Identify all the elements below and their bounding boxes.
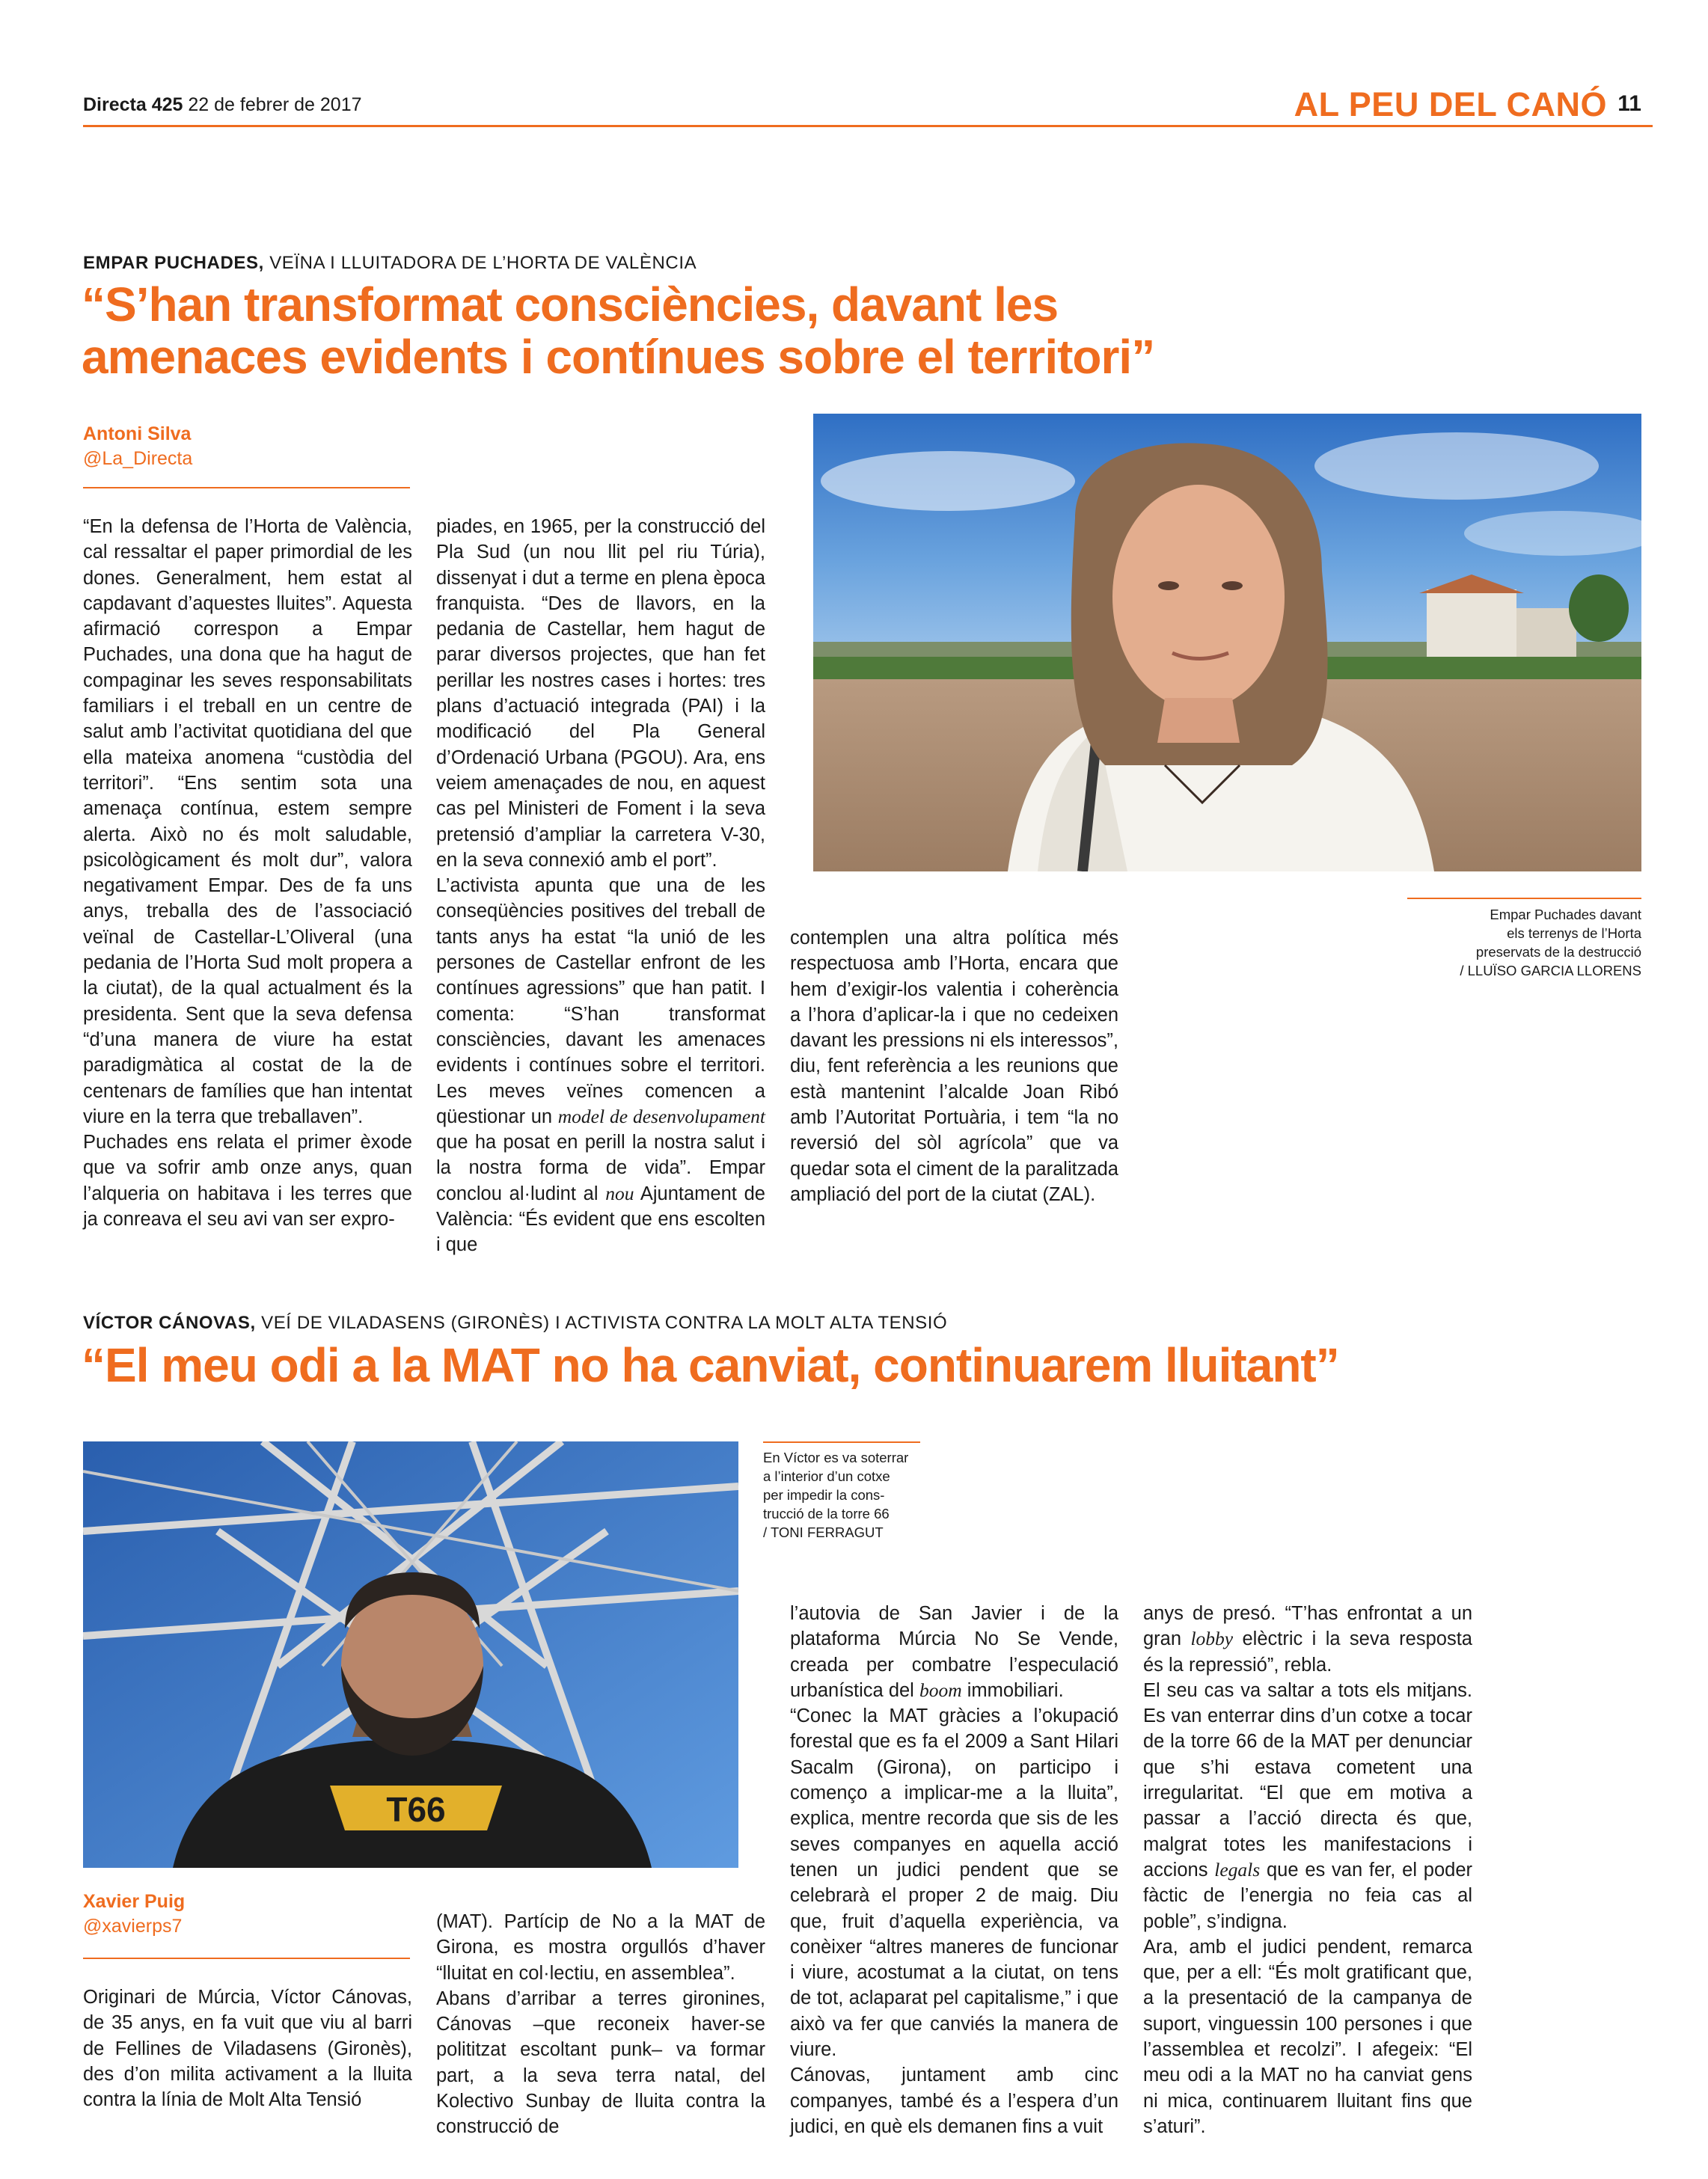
article2-col2-paragraph2: Abans d’arribar a terres gironines, Cánovas –que reconeix haver-se polititzat escoltant punk– va formar part, a la seva terra natal, del Kolectivo Sunbay de lluita contra la construcció de (436, 1988, 765, 2138)
article2-col4-text-d: que es van fer, el poder fàctic de l’energia no feia cas al poble”, s’indigna. (1143, 1859, 1472, 1932)
article1-col2-emphasis2: nou (605, 1182, 634, 1204)
article2-kicker-name: VÍCTOR CÁNOVAS, (83, 1313, 256, 1333)
article2-col4-paragraph3: Ara, amb el judici pendent, remarca que, per a ell: “És molt gratificant que, a la presentació de la campanya de suport, vinguessin 100 persones i que l’assemblea et recolzi”. I afegeix: “El meu odi a la MAT no ha canviat gens ni mica, continuarem lluitant fins que s’aturi”. (1143, 1936, 1472, 2137)
article1-column1 (83, 514, 412, 1232)
portrait-photo-victor (83, 1441, 738, 1868)
caption2-rule (763, 1441, 920, 1443)
article2-author-handle: @xavierps7 (83, 1916, 183, 1937)
page-number: 11 (1617, 91, 1641, 116)
article2-col1-paragraph1: Originari de Múrcia, Víctor Cánovas, de 35 anys, en fa vuit que viu al barri de Fellines de Viladasens (Gironès), des d’on milita activament a la lluita contra la línia de Molt Alta Tensió (83, 1987, 412, 2111)
article2-column3 (790, 1601, 1118, 2139)
article1-headline-line2: amenaces evidents i contínues sobre el territori” (82, 330, 1155, 384)
article2-column2 (436, 1909, 765, 2140)
article2-caption-line4: trucció de la torre 66 (763, 1506, 890, 1521)
article1-caption-line3: preservats de la destrucció (1475, 944, 1641, 960)
article1-caption-line4: / LLUÏSO GARCIA LLORENS (1460, 963, 1641, 978)
shirt-logo-text: T66 (386, 1790, 446, 1829)
article2-caption-line1: En Víctor es va soterrar (763, 1450, 909, 1465)
article2-col4-paragraph2 (1143, 1678, 1472, 1934)
article2-kicker (83, 1313, 947, 1334)
caption1-rule (1407, 898, 1641, 899)
article2-column1 (83, 1985, 412, 2112)
article1-caption (1369, 905, 1641, 980)
publication-date: 22 de febrer de 2017 (188, 94, 362, 115)
article2-col3-paragraph1 (790, 1601, 1118, 1703)
article1-kicker-role: VEÏNA I LLUITADORA DE L’HORTA DE VALÈNCIA (269, 253, 697, 273)
article2-col4-paragraph1 (1143, 1601, 1472, 1678)
article2-column4 (1143, 1601, 1472, 2139)
article2-caption-line5: / TONI FERRAGUT (763, 1524, 884, 1540)
article1-author: Antoni Silva (83, 423, 192, 444)
article1-col3-paragraph1: contemplen una altra política més respectuosa amb l’Horta, encara que hem d’exigir-los valentia i coherència a l’hora d’aplicar-la i que no cedeixen davant les pressions ni els interessos”, diu, fent referència a les reunions que està mantenint l’alcalde Joan Ribó amb l’Autoritat Portuària, i tem “la no reversió del sòl agrícola” que va quedar sota el ciment de la paralitzada ampliació del port de la ciutat (ZAL). (790, 928, 1118, 1205)
article2-col3-paragraph2: “Conec la MAT gràcies a l’okupació forestal que es fa el 2009 a Sant Hilari Sacalm (Girona), on participo i començo a implicar-me a la lluita”, explica, mentre recorda que sis de les seves companyes en aquella acció tenen un judici pendent que se celebrarà el proper 2 de maig. Diu que, fruit d’aquella experiència, va conèixer “altres maneres de funcionar i viure, acostumat a la ciutat, on tens de tot, aclaparat pel capitalisme,” i que això va fer que canviés la manera de viure. (790, 1705, 1118, 2061)
article2-col4-text-a: anys de presó. “T’has enfrontat a un gran (1143, 1603, 1472, 1650)
article2-kicker-role: VEÍ DE VILADASENS (GIRONÈS) I ACTIVISTA CONTRA LA MOLT ALTA TENSIÓ (261, 1313, 948, 1333)
article1-kicker (83, 253, 697, 274)
portrait-photo-empar (813, 414, 1641, 871)
article2-caption-line3: per impedir la cons- (763, 1487, 885, 1503)
article2-author: Xavier Puig (83, 1891, 186, 1912)
article2-col4-emphasis2: legals (1214, 1858, 1261, 1881)
article1-col2-paragraph1: piades, en 1965, per la construcció del Pla Sud (un nou llit pel riu Túria), dissenyat i dut a terme en plena època franquista. “Des de llavors, en la pedania de Castellar, hem hagut de parar diversos projectes, que han fet perillar les nostres cases i hortes: tres plans d’actuació integrada (PAI) i la modificació del Pla General d’Ordenació Urbana (PGOU). Ara, ens veiem amenaçades de nou, en aquest cas pel Ministeri de Foment i la seva pretensió d’ampliar la carretera V-30, en la seva connexió amb el port”. (436, 516, 765, 871)
article1-author-handle: @La_Directa (83, 448, 193, 469)
article1-column2 (436, 514, 765, 1258)
article1-caption-line2: els terrenys de l’Horta (1507, 925, 1641, 941)
article1-kicker-name: EMPAR PUCHADES, (83, 253, 264, 273)
article2-col4-text-b: elèctric i la seva resposta és la repressió”, rebla. (1143, 1628, 1472, 1676)
author-rule (83, 487, 410, 488)
author2-rule (83, 1958, 410, 1959)
article2-photo (83, 1441, 738, 1868)
article2-col2-paragraph1: (MAT). Partícip de No a la MAT de Girona, es mostra orgullós d’haver “lluitat en col·lectiu, en assemblea”. (436, 1911, 765, 1984)
article2-caption-line2: a l’interior d’un cotxe (763, 1468, 890, 1484)
article2-col3-text-a: l’autovia de San Javier i de la plataforma Múrcia No Se Vende, creada per combatre l’especulació urbanística del (790, 1603, 1118, 1701)
article1-col2-text-a: L’activista apunta que una de les conseqüències positives del treball de tants anys ha estat “la unió de les persones de Castellar enfront de les contínues agressions” que han patit. I comenta: “S’han transformat consciències, davant les amenaces evidents i contínues sobre el territori. Les meves veïnes comencen a qüestionar un (436, 875, 765, 1127)
article1-col2-text-b: que ha posat en perill la nostra salut i la nostra forma de vida”. Empar conclou al·ludint al (436, 1132, 765, 1204)
article1-photo (813, 414, 1641, 871)
publication-info (83, 94, 362, 116)
article1-col2-emphasis1: model de desenvolupament (557, 1105, 765, 1127)
section-title: AL PEU DEL CANÓ (1294, 85, 1607, 123)
article1-col1-paragraph1: “En la defensa de l’Horta de València, cal ressaltar el paper primordial de les dones. Generalment, hem estat al capdavant d’aquestes lluites”. Aquesta afirmació correspon a Empar Puchades, una dona que ha hagut de compaginar les seves responsabilitats familiars i el treball en un centre de salut amb l’activitat quotidiana del que ella mateixa anomena “custòdia del territori”. “Ens sentim sota una amenaça contínua, estem sempre alerta. Això no és molt saludable, psicològicament és molt dur”, valora negativament Empar. Des de fa uns anys, treballa des de l’associació veïnal de Castellar-L’Oliveral (una pedania de l’Horta Sud molt propera a la ciutat), de la qual actualment és la presidenta. Sent que la seva defensa “d’una manera de viure ha estat paradigmàtica al costat de la de centenars de famílies que han intentat viure en la terra que treballaven”. (83, 516, 412, 1127)
article1-caption-line1: Empar Puchades davant (1490, 907, 1641, 922)
header-rule (83, 125, 1653, 127)
article1-col2-paragraph2 (436, 873, 765, 1257)
article2-col4-emphasis1: lobby (1190, 1628, 1234, 1650)
article2-col3-paragraph3: Cánovas, juntament amb cinc companyes, també és a l’espera d’un judici, en què els demanen fins a vuit (790, 2065, 1118, 2137)
publication-name: Directa 425 (83, 94, 183, 115)
article1-col2-text-c: Ajuntament de València: “És evident que ens escolten i que (436, 1183, 765, 1256)
article1-headline-line1: “S’han transformat consciències, davant les (82, 278, 1059, 331)
article2-col3-text-b: immobiliari. (967, 1679, 1064, 1701)
article1-col1-paragraph2: Puchades ens relata el primer èxode que va sofrir amb onze anys, quan l’alqueria on habitava i les terres que ja conreava el seu avi van ser expro- (83, 1132, 412, 1231)
article1-headline (82, 278, 1653, 383)
article2-col3-emphasis1: boom (919, 1679, 962, 1701)
article2-col4-text-c: El seu cas va saltar a tots els mitjans. Es van enterrar dins d’un cotxe a tocar de la torre 66 de la MAT per denunciar que s’hi estava cometent una irregularitat. “El que em motiva a passar a l’acció directa és que, malgrat totes les manifestacions i accions (1143, 1679, 1472, 1881)
article1-column3 (790, 925, 1118, 1207)
article2-headline: “El meu odi a la MAT no ha canviat, continuarem lluitant” (82, 1338, 1339, 1392)
article2-caption (763, 1448, 928, 1542)
